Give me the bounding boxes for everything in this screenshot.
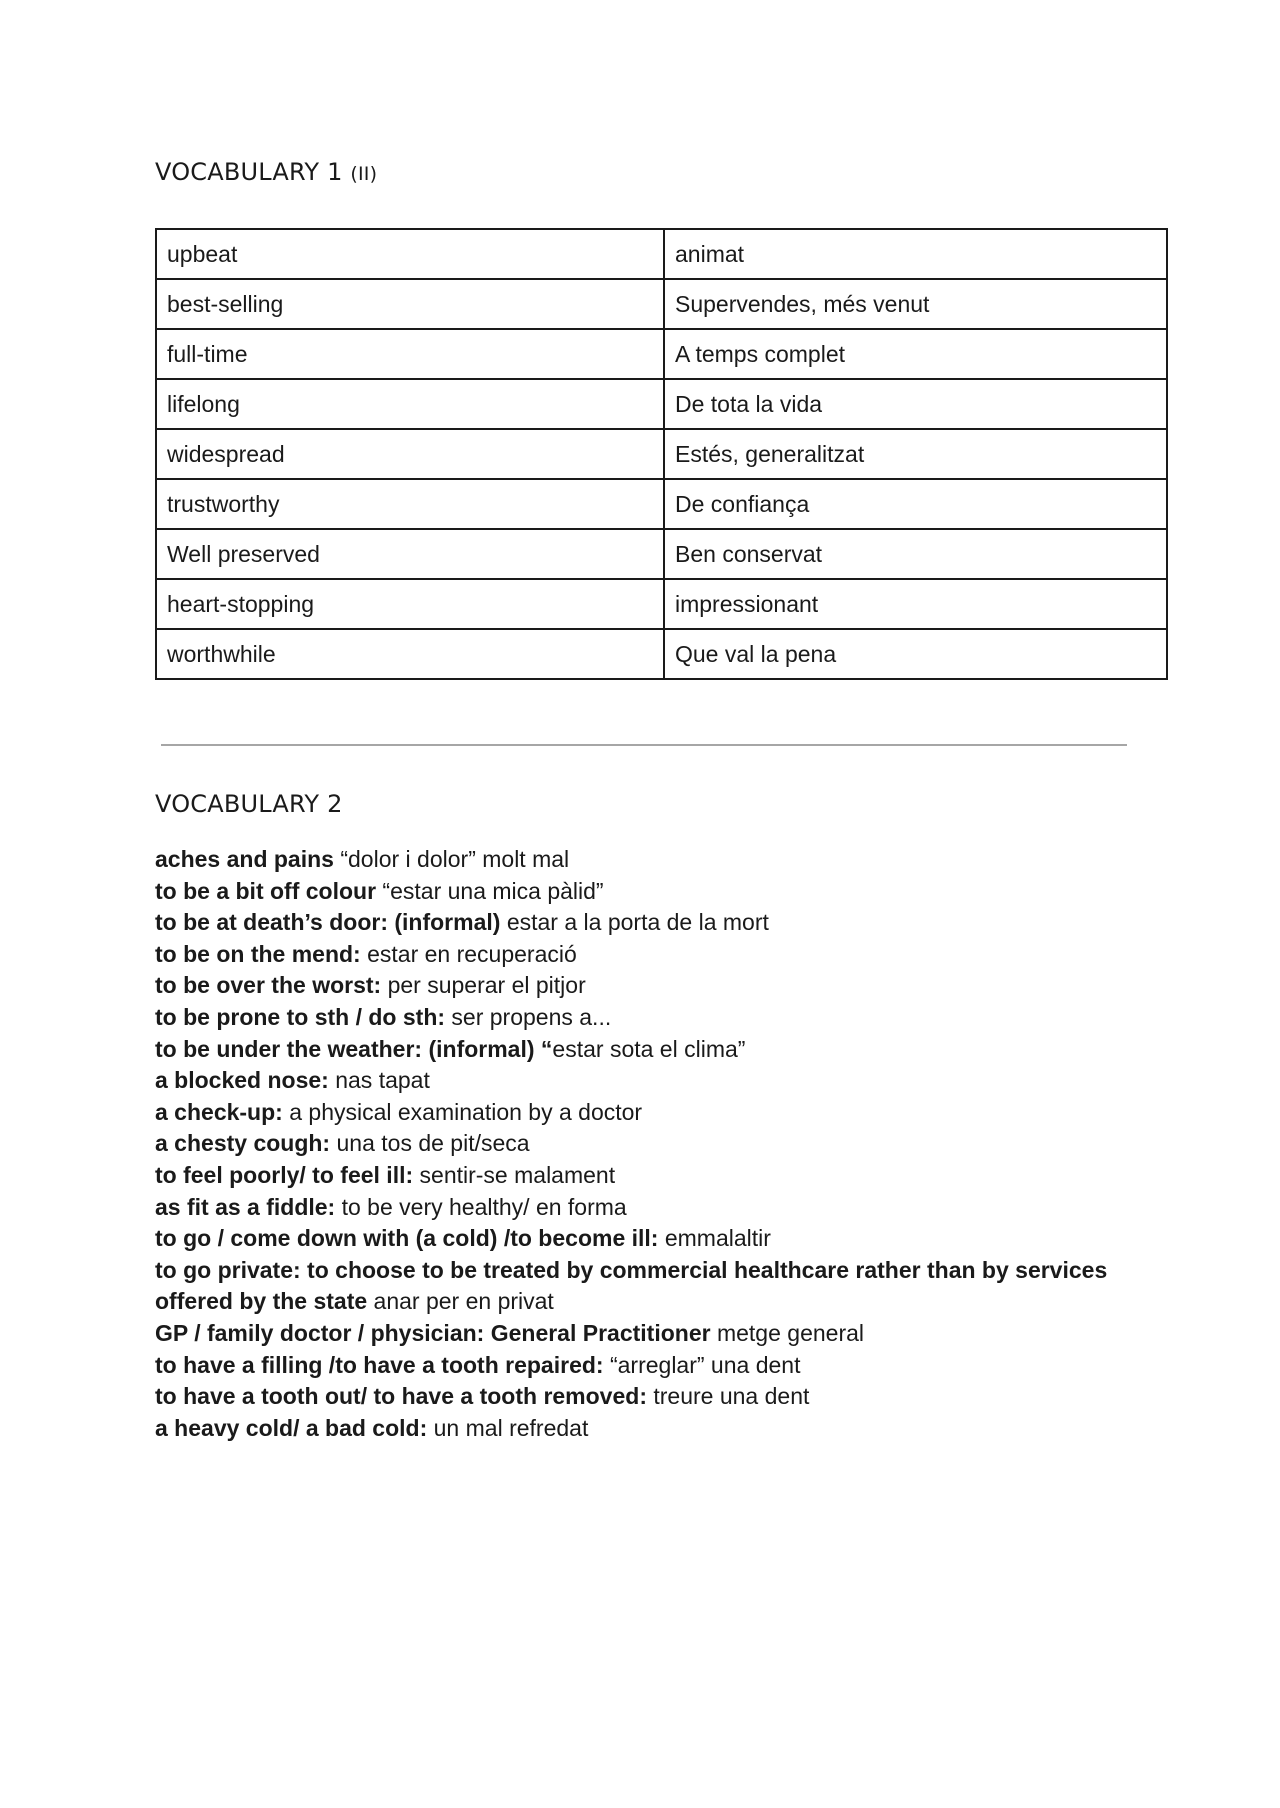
english-term-cell: trustworthy [156,479,664,529]
vocabulary-1-heading [155,158,377,186]
catalan-translation-cell: impressionant [664,579,1167,629]
list-item [155,1255,1155,1318]
definition-text: un mal refredat [427,1414,589,1441]
list-item [155,1097,1155,1129]
english-term-cell: widespread [156,429,664,479]
catalan-translation-cell: Que val la pena [664,629,1167,679]
term-text: to be a bit off colour [155,877,377,904]
term-text: GP / family doctor / physician: General Practitioner [155,1319,711,1346]
table-row [156,329,1167,379]
term-text: as fit as a fiddle: [155,1193,336,1220]
list-item [155,1002,1155,1034]
vocabulary-2-list [155,844,1155,1444]
list-item [155,1065,1155,1097]
list-item [155,876,1155,908]
definition-text: “dolor i dolor” molt mal [333,846,570,872]
definition-text: una tos de pit/seca [330,1130,530,1157]
catalan-translation-cell: De confiança [664,479,1167,529]
definition-text: emmalaltir [658,1225,771,1252]
definition-text: sentir-se malament [413,1161,616,1188]
catalan-translation-cell: De tota la vida [664,379,1167,429]
catalan-translation-cell: Supervendes, més venut [664,279,1167,329]
list-item [155,1192,1155,1224]
definition-text: estar sota el clima” [552,1035,746,1062]
section-divider [161,744,1127,746]
english-term-cell: heart-stopping [156,579,664,629]
term-text: to have a filling /to have a tooth repaired: [155,1351,604,1378]
table-row [156,429,1167,479]
list-item [155,1160,1155,1192]
definition-text: “estar una mica pàlid” [376,877,604,904]
list-item [155,1034,1155,1066]
list-item [155,970,1155,1002]
english-term-cell: upbeat [156,229,664,279]
list-item [155,1413,1155,1445]
list-item [155,907,1155,939]
table-row [156,229,1167,279]
table-row [156,629,1167,679]
term-text: to be under the weather: (informal) “ [155,1035,553,1062]
term-text: to feel poorly/ to feel ill: [155,1161,414,1188]
vocabulary-2-heading: VOCABULARY 2 [155,790,343,818]
definition-text: treure una dent [646,1383,810,1410]
table-row [156,379,1167,429]
list-item [155,844,1155,876]
definition-text: anar per en privat [367,1288,554,1315]
term-text: a heavy cold/ a bad cold: [155,1414,428,1441]
term-text: to be over the worst: [155,972,382,999]
vocabulary-1-title: VOCABULARY 1 [155,158,343,186]
term-text: to be at death’s door: (informal) [155,909,501,936]
list-item [155,1350,1155,1382]
english-term-cell: worthwhile [156,629,664,679]
table-row [156,479,1167,529]
table-row [156,279,1167,329]
list-item [155,1318,1155,1350]
list-item [155,939,1155,971]
definition-text: “arreglar” una dent [603,1351,801,1378]
definition-text: estar a la porta de la mort [500,909,769,936]
list-item [155,1128,1155,1160]
english-term-cell: lifelong [156,379,664,429]
english-term-cell: full-time [156,329,664,379]
term-text: a check-up: [155,1098,283,1125]
vocabulary-1-subtitle: (II) [350,163,378,185]
definition-text: a physical examination by a doctor [282,1098,643,1125]
definition-text: ser propens a... [445,1003,612,1030]
definition-text: to be very healthy/ en forma [335,1193,627,1220]
list-item [155,1223,1155,1255]
vocabulary-1-table [155,228,1168,680]
table-row [156,529,1167,579]
term-text: aches and pains [155,846,334,872]
catalan-translation-cell: A temps complet [664,329,1167,379]
term-text: to go / come down with (a cold) /to become ill: [155,1225,659,1252]
table-row [156,579,1167,629]
term-text: to be on the mend: [155,940,361,967]
term-text: a blocked nose: [155,1067,329,1094]
definition-text: per superar el pitjor [381,972,586,999]
term-text: to have a tooth out/ to have a tooth removed: [155,1383,647,1410]
english-term-cell: Well preserved [156,529,664,579]
definition-text: nas tapat [328,1067,430,1094]
english-term-cell: best-selling [156,279,664,329]
definition-text: metge general [710,1319,865,1346]
catalan-translation-cell: Ben conservat [664,529,1167,579]
term-text: a chesty cough: [155,1130,331,1157]
catalan-translation-cell: Estés, generalitzat [664,429,1167,479]
list-item [155,1381,1155,1413]
term-text: to go private: to choose to be treated by commercial healthcare rather than by services offered by the state [155,1256,1108,1315]
catalan-translation-cell: animat [664,229,1167,279]
term-text: to be prone to sth / do sth: [155,1003,446,1030]
definition-text: estar en recuperació [360,940,577,967]
